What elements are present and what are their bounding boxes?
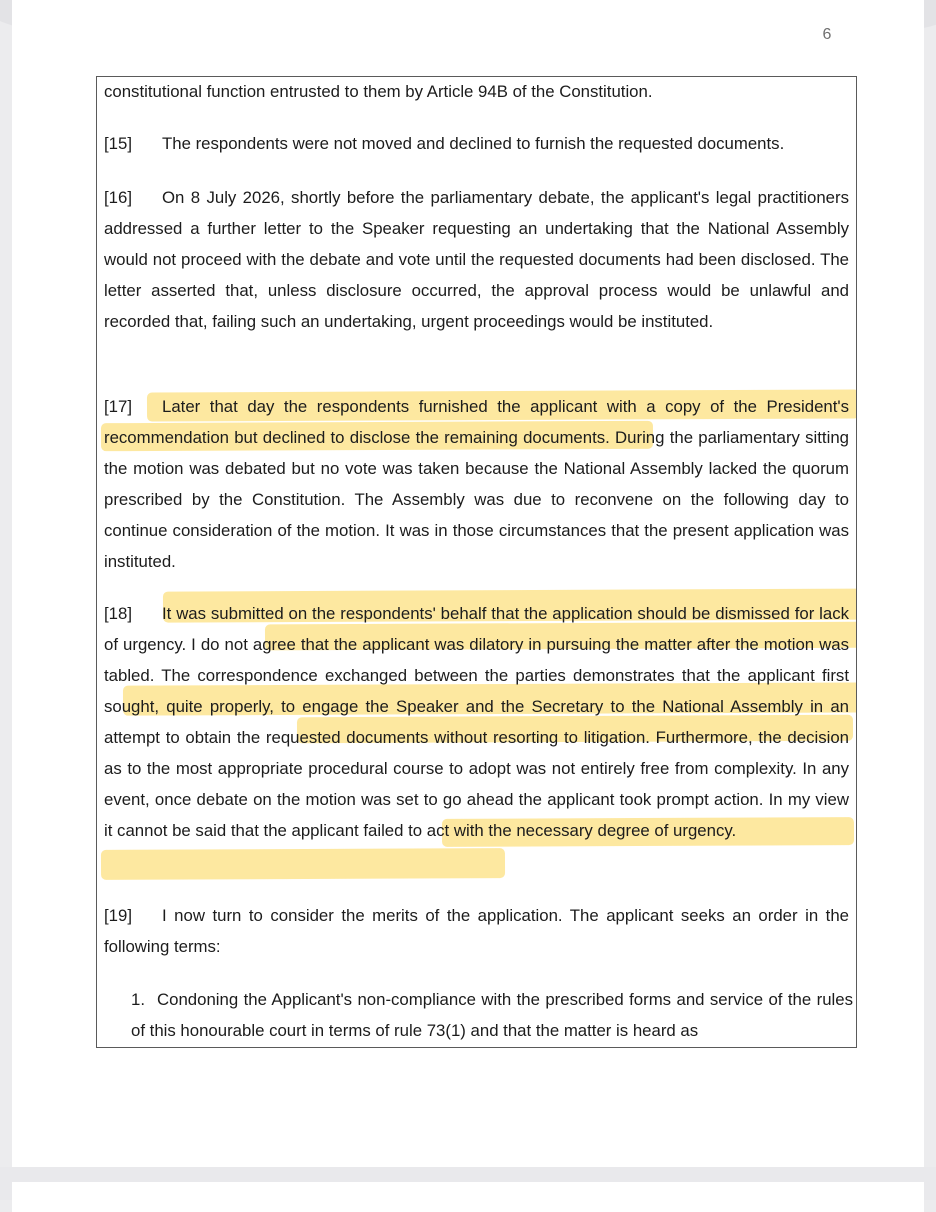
paragraph-19: [104, 900, 849, 962]
list-item-text: Condoning the Applicant's non-compliance with the prescribed forms and service of the rules of this honourable court in terms of rule 73(1) and that the matter is heard as: [131, 990, 853, 1040]
paragraph-17: [104, 391, 849, 577]
judgment-text-box: [96, 76, 857, 1048]
paragraph-number: [19]: [104, 906, 132, 925]
paragraph-number: [16]: [104, 188, 132, 207]
paragraph-14-continuation: [104, 76, 849, 107]
paragraph-number: [17]: [104, 397, 132, 416]
paragraph-text: Later that day the respondents furnished the applicant with a copy of the President's recommendation but declined to disclose the remaining documents. During the parliamentary sitting the motion was debated but no vote was taken because the National Assembly lacked the quorum prescribed by the Constitution. The Assembly was due to reconvene on the following day to continue consideration of the motion. It was in those circumstances that the present application was instituted.: [104, 397, 849, 571]
paragraph-text: constitutional function entrusted to them by Article 94B of the Constitution.: [104, 82, 653, 101]
paragraph-18: [104, 598, 849, 846]
paragraph-text: The respondents were not moved and declined to furnish the requested documents.: [162, 134, 785, 153]
list-item-number: 1.: [131, 990, 145, 1009]
paragraph-15: [104, 128, 849, 159]
order-list-item: [131, 984, 853, 1046]
paragraph-16: [104, 182, 849, 337]
paragraph-text: I now turn to consider the merits of the application. The applicant seeks an order in the following terms:: [104, 906, 849, 956]
highlight-p18-line9: [101, 848, 505, 880]
paragraph-text: It was submitted on the respondents' behalf that the application should be dismissed for lack of urgency. I do not agree that the applicant was dilatory in pursuing the matter after the motion was tabled. The correspondence exchanged between the parties demonstrates that the applicant first sought, quite properly, to engage the Speaker and the Secretary to the National Assembly in an attempt to obtain the requested documents without resorting to litigation. Furthermore, the decision as to the most appropriate procedural course to adopt was not entirely free from complexity. In any event, once debate on the motion was set to go ahead the applicant took prompt action. In my view it cannot be said that the applicant failed to act with the necessary degree of urgency.: [104, 604, 849, 840]
next-page-edge: [12, 1182, 924, 1212]
paragraph-text: On 8 July 2026, shortly before the parliamentary debate, the applicant's legal practitioners addressed a further letter to the Speaker requesting an undertaking that the National Assembly would not proceed with the debate and vote until the requested documents had been disclosed. The letter asserted that, unless disclosure occurred, the approval process would be unlawful and recorded that, failing such an undertaking, urgent proceedings would be instituted.: [104, 188, 849, 331]
paragraph-number: [15]: [104, 134, 132, 153]
document-page: [12, 0, 924, 1167]
page-number: 6: [822, 26, 832, 43]
paragraph-number: [18]: [104, 604, 132, 623]
